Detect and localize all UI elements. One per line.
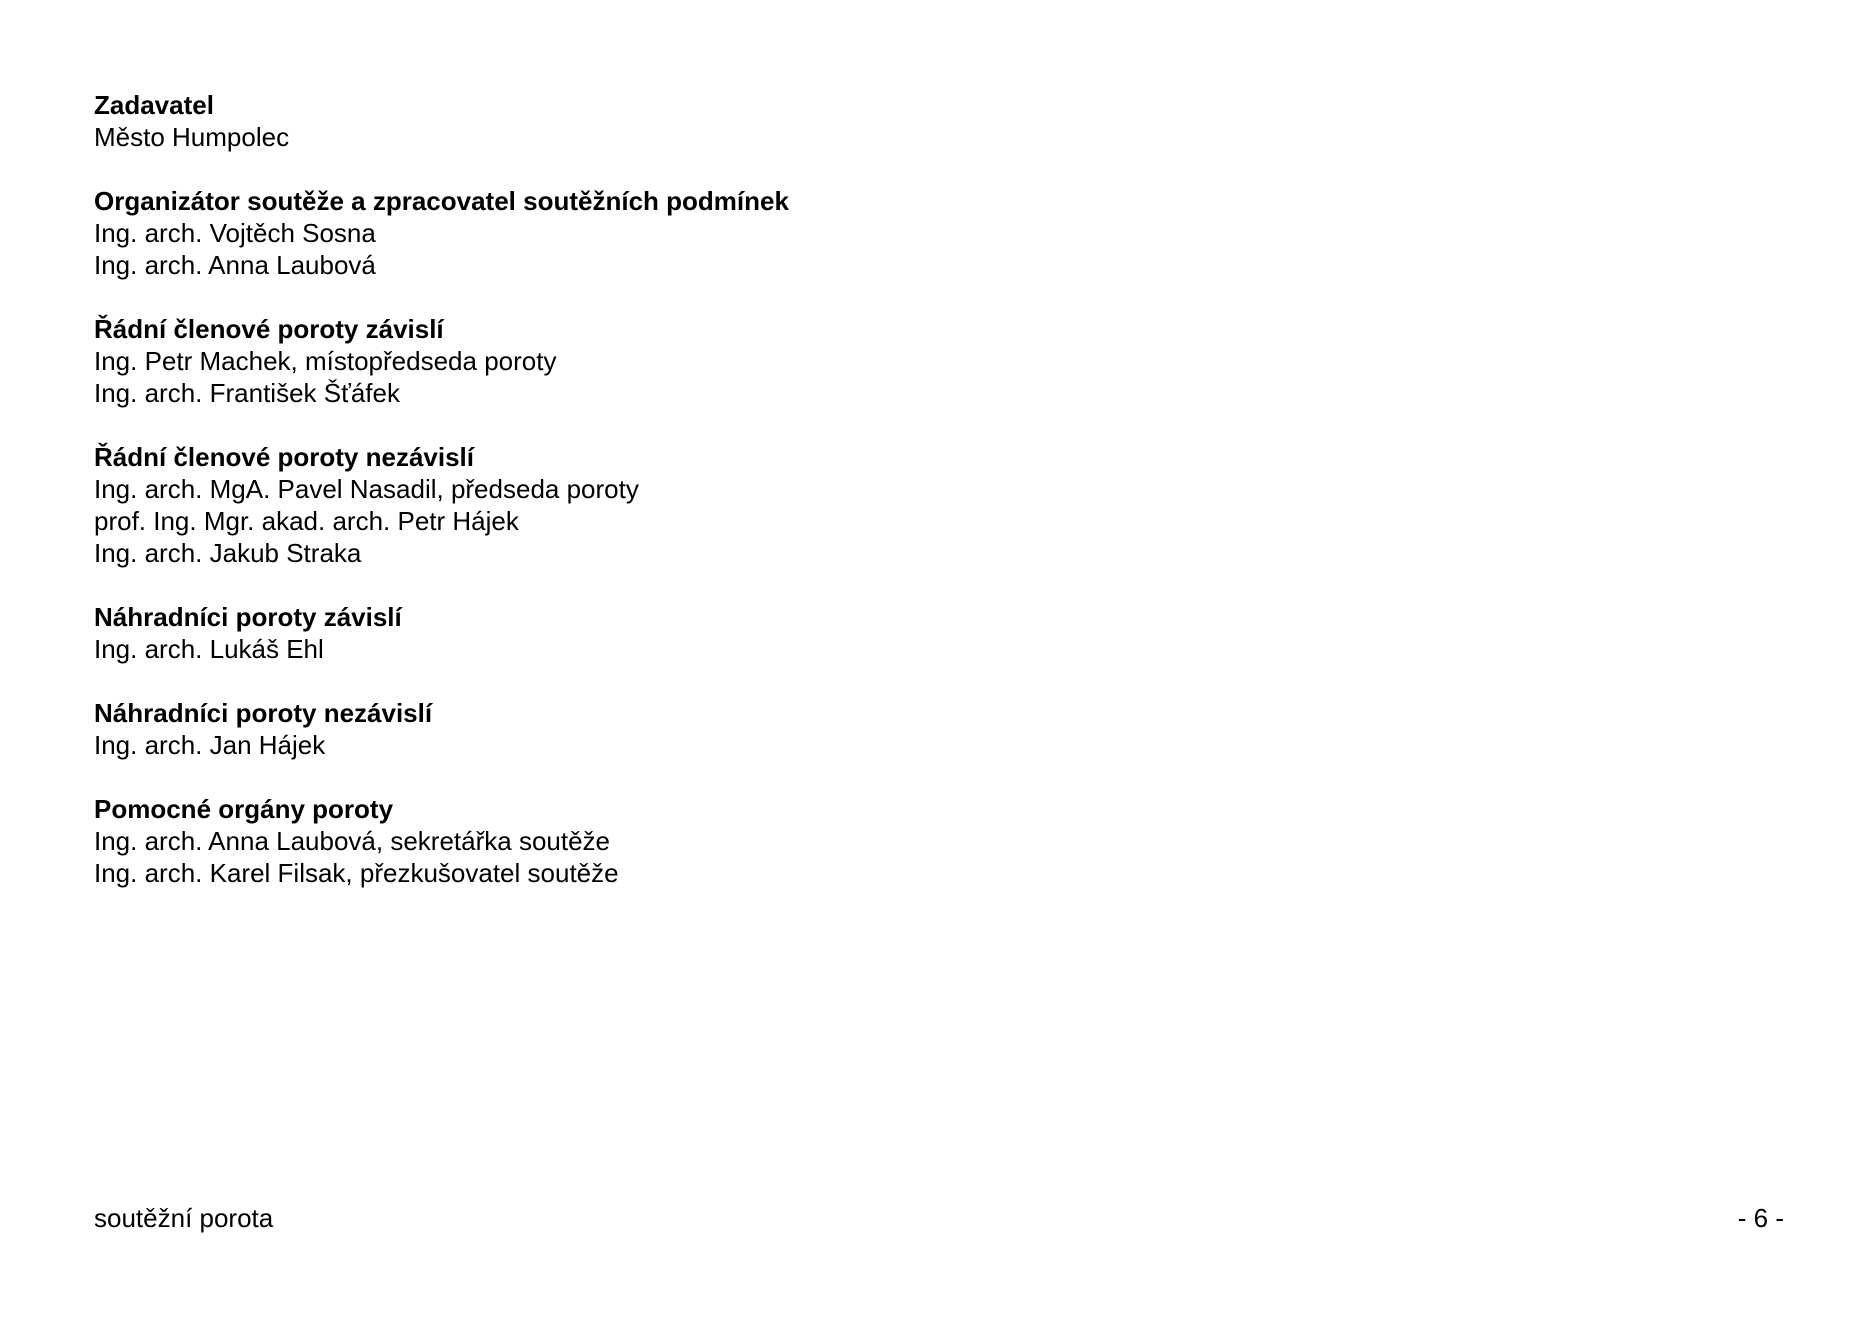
section-entry: Ing. arch. Anna Laubová [94, 250, 376, 280]
section-entry: prof. Ing. Mgr. akad. arch. Petr Hájek [94, 506, 519, 536]
page-number: - 6 - [1737, 1203, 1784, 1233]
section-entry: Ing. arch. Jakub Straka [94, 538, 362, 568]
jury-list [94, 89, 1194, 921]
section-entry: Ing. arch. Karel Filsak, přezkušovatel soutěže [94, 858, 619, 888]
section-zadavatel [94, 89, 1194, 153]
section-radni-nezavisli [94, 441, 1194, 569]
section-heading: Pomocné orgány poroty [94, 794, 394, 824]
section-heading: Organizátor soutěže a zpracovatel soutěžních podmínek [94, 186, 789, 216]
section-entry: Ing. arch. Anna Laubová, sekretářka soutěže [94, 826, 611, 856]
section-entry: Ing. arch. MgA. Pavel Nasadil, předseda poroty [94, 474, 639, 504]
section-heading: Řádní členové poroty nezávislí [94, 442, 474, 472]
section-pomocne-organy [94, 793, 1194, 889]
footer-section-title: soutěžní porota [94, 1203, 274, 1233]
section-entry: Ing. arch. Lukáš Ehl [94, 634, 324, 664]
section-heading: Zadavatel [94, 90, 214, 120]
section-entry: Ing. arch. Vojtěch Sosna [94, 218, 376, 248]
section-heading: Řádní členové poroty závislí [94, 314, 444, 344]
section-nahradnici-zavisli [94, 601, 1194, 665]
section-entry: Město Humpolec [94, 122, 290, 152]
section-radni-zavisli [94, 313, 1194, 409]
section-heading: Náhradníci poroty závislí [94, 602, 402, 632]
section-nahradnici-nezavisli [94, 697, 1194, 761]
section-entry: Ing. arch. Jan Hájek [94, 730, 326, 760]
section-entry: Ing. arch. František Šťáfek [94, 378, 400, 408]
section-organizator [94, 185, 1194, 281]
section-entry: Ing. Petr Machek, místopředseda poroty [94, 346, 557, 376]
section-heading: Náhradníci poroty nezávislí [94, 698, 433, 728]
